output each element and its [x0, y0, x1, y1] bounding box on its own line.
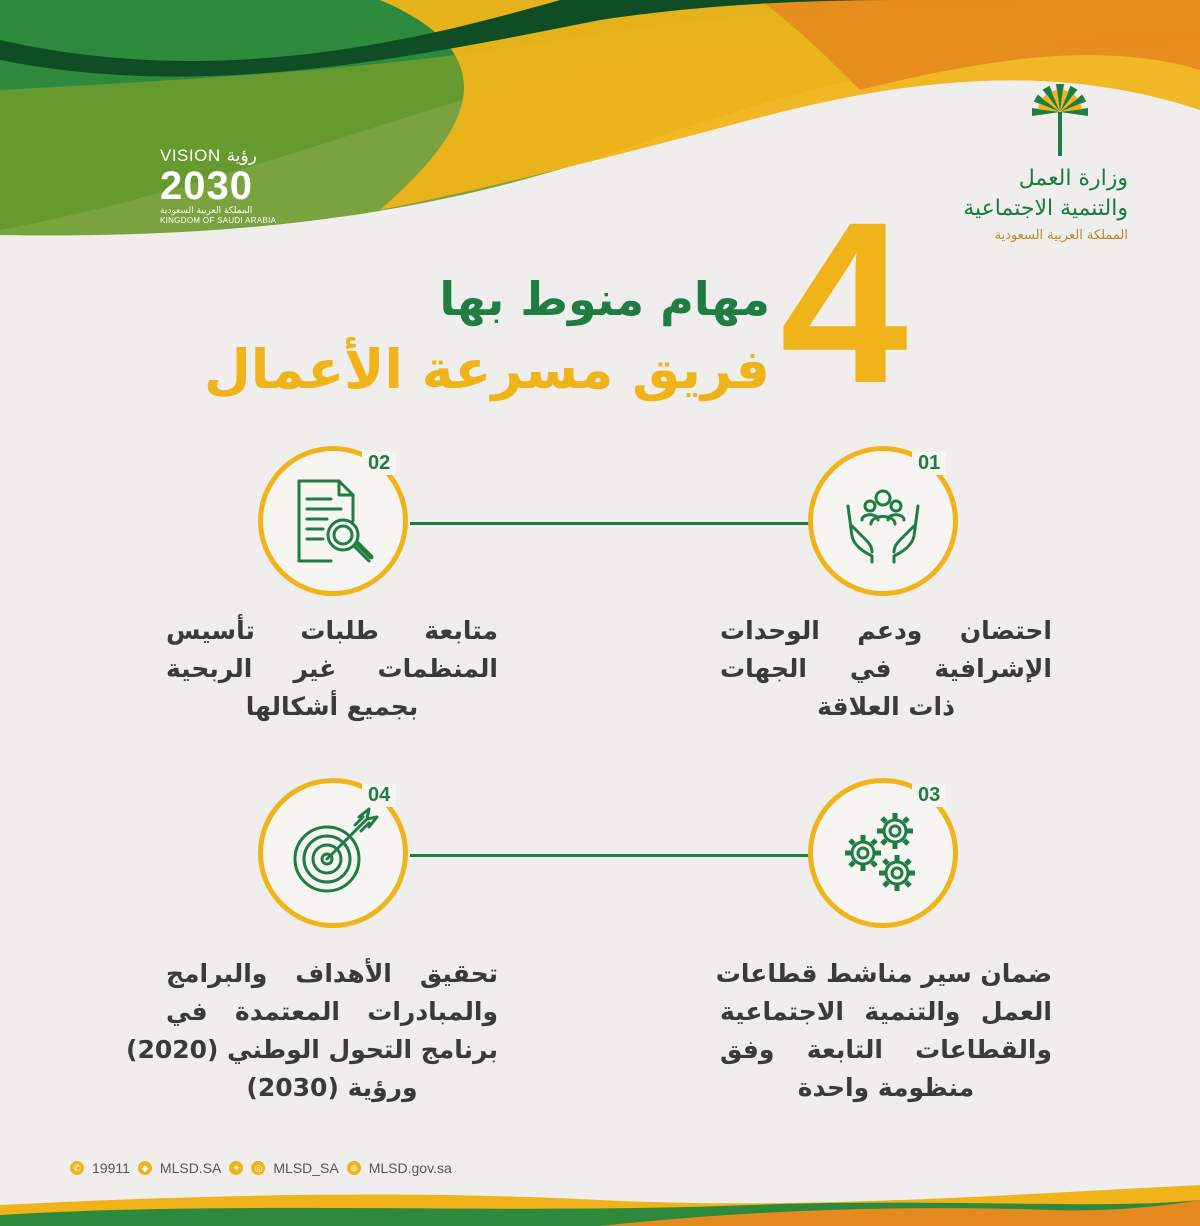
item-03-line: والقطاعات التابعة وفق — [720, 1035, 1052, 1064]
item-01-line: ذات العلاقة — [817, 692, 955, 721]
item-02-text — [166, 612, 498, 726]
item-04-line: والمبادرات المعتمدة في — [166, 997, 498, 1026]
item-02-line: متابعة طلبات تأسيس — [166, 616, 498, 645]
item-04-line: تحقيق الأهداف والبرامج — [166, 959, 498, 988]
palm-emblem-icon — [1020, 80, 1100, 160]
connector-line-top — [410, 522, 810, 525]
item-03-number: 03 — [912, 784, 946, 807]
ministry-name-line1: وزارة العمل — [1018, 166, 1128, 191]
item-01-text — [720, 612, 1052, 726]
item-04-line: برنامج التحول الوطني (2020) — [126, 1035, 498, 1064]
connector-line-bottom — [410, 854, 810, 857]
footer-phone[interactable]: 19911 — [92, 1160, 130, 1176]
footer-instagram[interactable]: MLSD_SA — [273, 1160, 339, 1176]
item-01-number: 01 — [912, 452, 946, 475]
item-03-line: منظومة واحدة — [797, 1073, 975, 1102]
vision-2030-logo — [160, 146, 300, 225]
footer-website[interactable]: MLSD.gov.sa — [368, 1160, 452, 1176]
vision-year: 2030 — [160, 164, 253, 208]
vision-label-ar: رؤية — [226, 146, 257, 165]
item-02-line: بجميع أشكالها — [245, 692, 419, 721]
title-line2: فريق مسرعة الأعمال — [203, 338, 770, 401]
footer-contacts — [70, 1160, 452, 1176]
hands-people-icon — [838, 476, 928, 566]
ministry-country: المملكة العربية السعودية — [994, 228, 1128, 243]
title-line1: مهام منوط بها — [439, 272, 770, 326]
item-02-number: 02 — [362, 452, 396, 475]
snapchat-icon: ◆ — [138, 1161, 152, 1175]
instagram-icon: ◎ — [251, 1161, 265, 1175]
vision-label-en: VISION — [160, 146, 221, 165]
item-04-text — [126, 955, 498, 1107]
phone-icon: ✆ — [70, 1161, 84, 1175]
item-04-line: ورؤية (2030) — [246, 1073, 418, 1102]
item-03-text — [715, 955, 1052, 1107]
twitter-icon: ✦ — [229, 1161, 243, 1175]
item-03-line: ضمان سير مناشط قطاعات — [715, 959, 1052, 988]
vision-kingdom-ar: المملكة العربية السعودية — [160, 206, 253, 216]
item-03-line: العمل والتنمية الاجتماعية — [720, 997, 1052, 1026]
document-search-icon — [287, 475, 379, 567]
target-arrow-icon — [285, 805, 381, 901]
item-02-line: المنظمات غير الربحية — [166, 654, 498, 683]
title-number: 4 — [780, 174, 908, 431]
vision-kingdom-en: KINGDOM OF SAUDI ARABIA — [160, 216, 277, 225]
globe-icon: ⊕ — [347, 1161, 361, 1175]
ministry-name-line2: والتنمية الاجتماعية — [963, 196, 1128, 221]
item-04-number: 04 — [362, 784, 396, 807]
item-01-line: احتضان ودعم الوحدات — [720, 616, 1052, 645]
footer-snapchat[interactable]: MLSD.SA — [159, 1160, 222, 1176]
gears-icon — [837, 807, 929, 899]
item-01-line: الإشرافية في الجهات — [720, 654, 1052, 683]
